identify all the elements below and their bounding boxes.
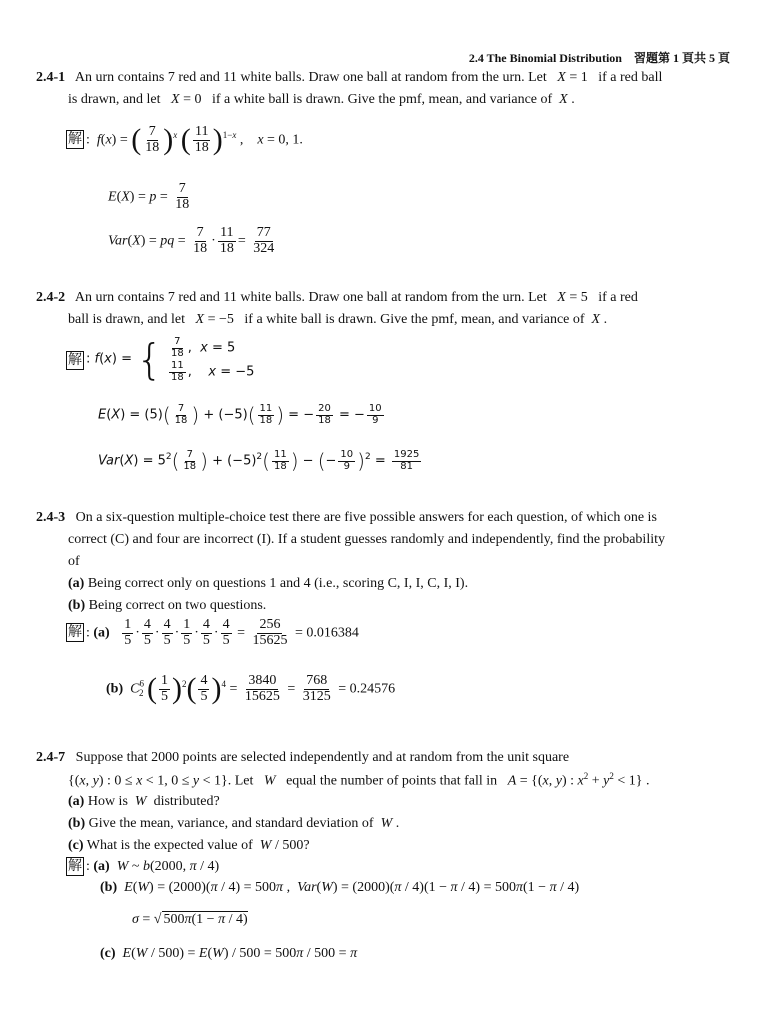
problem-2-4-2-line2: ball is drawn, and let X = −5 if a white ball is drawn. Give the pmf, mean, and variance of X . bbox=[68, 312, 608, 327]
solution-2-4-7-a: 解 : (a) W ~ b(2000, π / 4) bbox=[68, 858, 220, 874]
solution-2-4-3-b: (b) $C^6_2$ ( $\frac{1}{5}$ )$^2$( $\frac{4}{5}$ )$^4$ = $\frac{3840}{15625}$ = $\frac{768}{3125}$ = 0.24576 bbox=[106, 672, 396, 706]
solution-2-4-1-pmf: 解 : f(x) = ( $\frac{7}{18}$ )$^x$ ( $\frac{11}{18}$ )$^{1-x}$ , x = 0, 1. bbox=[68, 123, 303, 157]
problem-2-4-7-part-a: (a) How is W distributed? bbox=[68, 794, 220, 809]
problem-2-4-1-line2: is drawn, and let X = 0 if a white ball is drawn. Give the pmf, mean, and variance of X . bbox=[68, 92, 575, 107]
page-header: 2.4 The Binomial Distribution 習題第 1 頁共 5 頁 bbox=[468, 51, 730, 65]
solution-mark: 解 bbox=[68, 858, 82, 874]
problem-2-4-3-part-b bbox=[68, 598, 266, 614]
solution-mark: 解 bbox=[68, 624, 82, 641]
problem-number: 2.4-1 bbox=[36, 70, 66, 85]
solution-2-4-7-c: (c) E(W / 500) = E(W) / 500 = 500π / 500 = π bbox=[100, 946, 358, 961]
problem-2-4-3-line2: correct (C) and four are incorrect (I). If a student guesses randomly and independently, find the probability bbox=[68, 532, 665, 547]
part-label: (a) bbox=[68, 794, 85, 809]
solution-2-4-2-pmf: 解 : f(x) = { $\frac{7}{18}$ , x = 5 $\frac{11}{18}$ , x = −5 bbox=[68, 335, 255, 384]
part-label: (c) bbox=[68, 838, 84, 853]
problem-2-4-7-part-b: (b) Give the mean, variance, and standard deviation of W . bbox=[68, 816, 400, 831]
problem-2-4-3-line1 bbox=[36, 510, 657, 526]
part-label: (b) bbox=[68, 598, 86, 613]
problem-text: On a six-question multiple-choice test there are five possible answers for each question, of which one is bbox=[75, 510, 657, 525]
problem-number: 2.4-3 bbox=[36, 510, 66, 525]
problem-2-4-3-line3: of bbox=[68, 554, 80, 569]
part-text: Being correct only on questions 1 and 4 (i.e., scoring C, I, I, C, I, I). bbox=[87, 576, 469, 591]
solution-2-4-1-mean: E(X) = p = $\frac{7}{18}$ bbox=[108, 181, 190, 212]
solution-2-4-2-mean: E(X) = (5)( $\frac{7}{18}$ ) + (−5)( $\frac{11}{18}$ ) = − $\frac{20}{18}$ = − $\frac{10}{9}$ bbox=[98, 403, 382, 427]
problem-text: if a red ball bbox=[598, 70, 663, 85]
problem-text: An urn contains 7 red and 11 white balls. Draw one ball at random from the urn. Let bbox=[74, 290, 547, 305]
problem-2-4-3-part-a bbox=[68, 576, 468, 592]
problem-2-4-7-part-c: (c) What is the expected value of W / 500? bbox=[68, 838, 310, 853]
part-text: How is bbox=[87, 794, 128, 809]
part-text: Being correct on two questions. bbox=[88, 598, 267, 613]
problem-text: ball is drawn, and let bbox=[68, 312, 186, 327]
problem-2-4-2-line1: 2.4-2 An urn contains 7 red and 11 white balls. Draw one ball at random from the urn. Let X = 5 if a red bbox=[36, 290, 638, 305]
solution-mark: 解 bbox=[68, 351, 82, 368]
problem-text: An urn contains 7 red and 11 white balls. Draw one ball at random from the urn. Let bbox=[74, 70, 547, 85]
problem-number: 2.4-7 bbox=[36, 750, 66, 765]
solution-2-4-2-variance: $Var(X) = 5^2$( $\frac{7}{18}$ ) + $(-5)^2$( $\frac{11}{18}$ ) − (− $\frac{10}{9}$ )$^2$ = $\frac{1925}{81}$ bbox=[98, 449, 420, 473]
part-text: What is the expected value of bbox=[86, 838, 253, 853]
solution-2-4-1-variance: Var(X) = pq = $\frac{7}{18}$ · $\frac{11}{18}$ = $\frac{77}{324}$ bbox=[108, 225, 275, 256]
problem-text: . Let bbox=[227, 773, 254, 789]
problem-text: is drawn, and let bbox=[68, 92, 161, 107]
solution-2-4-3-a: 解 : (a) $\frac{1}{5}$ · $\frac{4}{5}$ · $\frac{4}{5}$ · $\frac{1}{5}$ · $\frac{4}{5}$ · $\frac{4}{5}$ = $\frac{256}{15625}$ = 0.016384 bbox=[68, 617, 359, 648]
problem-2-4-1-line1: 2.4-1 An urn contains 7 red and 11 white balls. Draw one ball at random from the urn. Let X = 1 if a red ball bbox=[36, 70, 663, 85]
problem-text: equal the number of points that fall in bbox=[286, 773, 498, 789]
problem-2-4-7-line1 bbox=[36, 750, 569, 766]
solution-mark: 解 bbox=[68, 131, 82, 148]
part-text: Give the mean, variance, and standard deviation of bbox=[88, 816, 374, 831]
part-label: (b) bbox=[68, 816, 86, 831]
problem-number: 2.4-2 bbox=[36, 290, 66, 305]
problem-text: if a white ball is drawn. Give the pmf, mean, and variance of bbox=[212, 92, 553, 107]
part-label: (a) bbox=[68, 576, 85, 591]
problem-text: if a red bbox=[598, 290, 638, 305]
part-text: distributed? bbox=[153, 794, 220, 809]
problem-2-4-7-line2: {(x, y) : 0 ≤ x < 1, 0 ≤ y < 1}. Let W equal the number of points that fall in A = {(x, y) : $x^2 + y^2 < 1$} . bbox=[68, 771, 650, 789]
solution-2-4-7-b: (b) E(W) = (2000)(π / 4) = 500π , Var(W) = (2000)(π / 4)(1 − π / 4) = 500π(1 − π / 4) bbox=[100, 880, 580, 895]
solution-2-4-7-sigma: σ = √ 500π(1 − π / 4) bbox=[132, 912, 248, 927]
problem-text: if a white ball is drawn. Give the pmf, mean, and variance of bbox=[244, 312, 585, 327]
problem-text: Suppose that 2000 points are selected independently and at random from the unit square bbox=[75, 750, 570, 765]
